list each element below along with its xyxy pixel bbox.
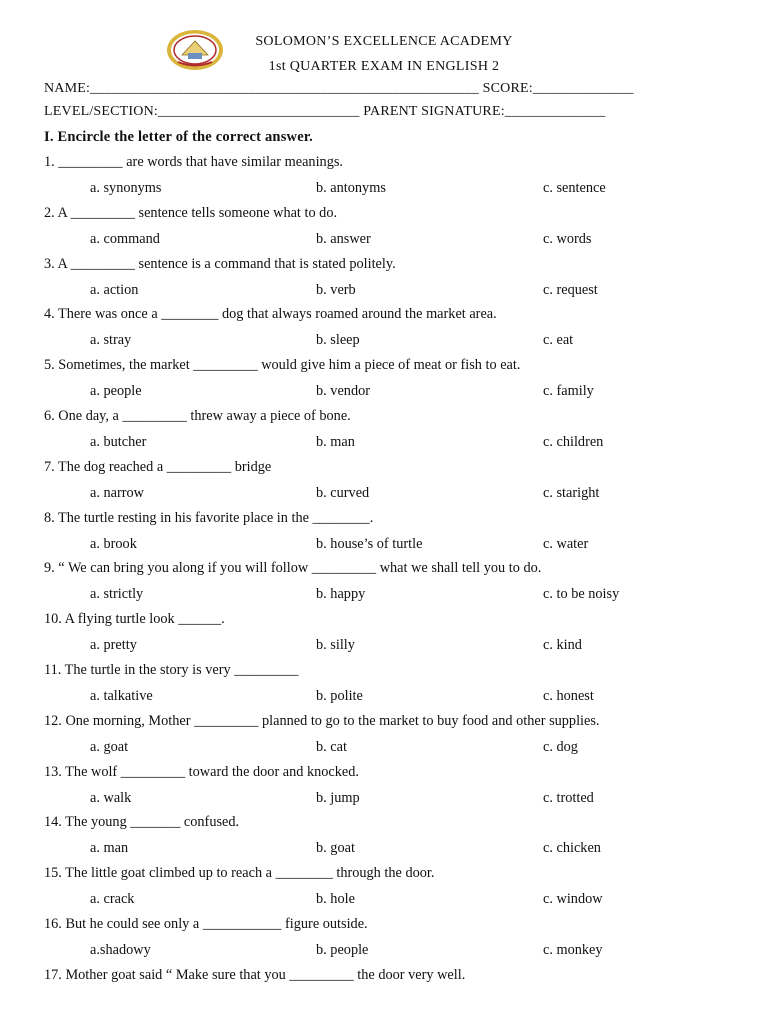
question-text: 2. A _________ sentence tells someone what to do.: [44, 204, 338, 221]
exam-header: [0, 28, 768, 78]
answer-choice-c[interactable]: c. kind: [543, 637, 582, 654]
answer-choice-c[interactable]: c. trotted: [543, 789, 594, 806]
instruction: I. Encircle the letter of the correct answer.: [44, 129, 313, 145]
question-text: 12. One morning, Mother _________ planned to go to the market to buy food and other supplies.: [44, 712, 600, 729]
question-text: 8. The turtle resting in his favorite place in the ________.: [44, 509, 374, 526]
answer-choice-c[interactable]: c. eat: [543, 332, 574, 349]
question-text: 11. The turtle in the story is very _________: [44, 662, 299, 678]
question-text: 15. The little goat climbed up to reach a ________ through the door.: [44, 865, 435, 882]
answer-choice-c[interactable]: c. family: [543, 383, 594, 400]
answer-choice-c[interactable]: c. staright: [543, 484, 600, 501]
answer-choice-a[interactable]: a. synonyms: [90, 180, 162, 196]
question-text: 9. “ We can bring you along if you will follow _________ what we shall tell you to do.: [44, 560, 542, 577]
answer-choice-b[interactable]: b. silly: [316, 637, 355, 654]
answer-choice-c[interactable]: c. to be noisy: [543, 586, 620, 603]
answer-choice-a[interactable]: a. crack: [90, 891, 135, 908]
answer-choice-b[interactable]: b. vendor: [316, 383, 370, 400]
answer-choice-b[interactable]: b. hole: [316, 891, 355, 908]
answer-choice-a[interactable]: a. strictly: [90, 586, 144, 603]
answer-choice-a[interactable]: a. walk: [90, 789, 132, 806]
answer-choice-a[interactable]: a. brook: [90, 535, 137, 552]
answer-choice-a[interactable]: a. man: [90, 840, 129, 857]
question-text: 13. The wolf _________ toward the door and knocked.: [44, 763, 359, 780]
question-text: 3. A _________ sentence is a command that is stated politely.: [44, 255, 396, 272]
answer-choice-b[interactable]: b. goat: [316, 840, 355, 857]
answer-choice-a[interactable]: a. goat: [90, 738, 129, 755]
answer-choice-c[interactable]: c. honest: [543, 688, 594, 704]
question-text: 5. Sometimes, the market _________ would give him a piece of meat or fish to eat.: [44, 357, 521, 374]
answer-choice-b[interactable]: b. curved: [316, 484, 370, 501]
answer-choice-c[interactable]: c. monkey: [543, 942, 603, 958]
answer-choice-b[interactable]: b. answer: [316, 230, 371, 247]
exam-title: 1st QUARTER EXAM IN ENGLISH 2: [268, 59, 500, 74]
answer-choice-b[interactable]: b. house’s of turtle: [316, 535, 423, 552]
answer-choice-b[interactable]: b. people: [316, 942, 369, 958]
answer-choice-a[interactable]: a. narrow: [90, 484, 144, 501]
answer-choice-b[interactable]: b. happy: [316, 586, 366, 603]
answer-choice-a[interactable]: a. command: [90, 230, 160, 247]
question-text: 6. One day, a _________ threw away a piece of bone.: [44, 408, 351, 424]
answer-choice-b[interactable]: b. cat: [316, 738, 347, 755]
answer-choice-c[interactable]: c. dog: [543, 738, 578, 755]
answer-choice-a[interactable]: a. action: [90, 281, 139, 298]
answer-choice-c[interactable]: c. request: [543, 281, 598, 298]
answer-choice-b[interactable]: b. antonyms: [316, 180, 386, 196]
answer-choice-a[interactable]: a. talkative: [90, 688, 153, 704]
level-signature-line[interactable]: LEVEL/SECTION:____________________________ PARENT SIGNATURE:______________: [44, 104, 606, 119]
question-text: 17. Mother goat said “ Make sure that you _________ the door very well.: [44, 966, 466, 983]
answer-choice-b[interactable]: b. man: [316, 434, 355, 450]
question-text: 14. The young _______ confused.: [44, 814, 240, 831]
question-text: 16. But he could see only a ___________ figure outside.: [44, 916, 368, 932]
answer-choice-a[interactable]: a. people: [90, 383, 142, 400]
answer-choice-c[interactable]: c. children: [543, 434, 604, 450]
question-text: 10. A flying turtle look ______.: [44, 611, 225, 628]
answer-choice-c[interactable]: c. chicken: [543, 840, 601, 857]
answer-choice-c[interactable]: c. words: [543, 230, 592, 247]
answer-choice-b[interactable]: b. sleep: [316, 332, 360, 349]
school-name: SOLOMON’S EXCELLENCE ACADEMY: [255, 34, 513, 49]
answer-choice-b[interactable]: b. verb: [316, 281, 356, 298]
answer-choice-b[interactable]: b. jump: [316, 789, 360, 806]
answer-choice-a[interactable]: a. butcher: [90, 434, 147, 450]
question-text: 4. There was once a ________ dog that always roamed around the market area.: [44, 306, 497, 323]
answer-choice-c[interactable]: c. window: [543, 891, 603, 908]
answer-choice-a[interactable]: a. pretty: [90, 637, 137, 654]
answer-choice-c[interactable]: c. water: [543, 535, 589, 552]
name-score-line[interactable]: NAME:______________________________________________________ SCORE:______________: [44, 81, 634, 96]
answer-choice-a[interactable]: a.shadowy: [90, 942, 151, 958]
question-text: 7. The dog reached a _________ bridge: [44, 458, 272, 475]
answer-choice-a[interactable]: a. stray: [90, 332, 132, 349]
answer-choice-b[interactable]: b. polite: [316, 688, 363, 704]
answer-choice-c[interactable]: c. sentence: [543, 180, 606, 196]
question-text: 1. _________ are words that have similar meanings.: [44, 154, 343, 170]
